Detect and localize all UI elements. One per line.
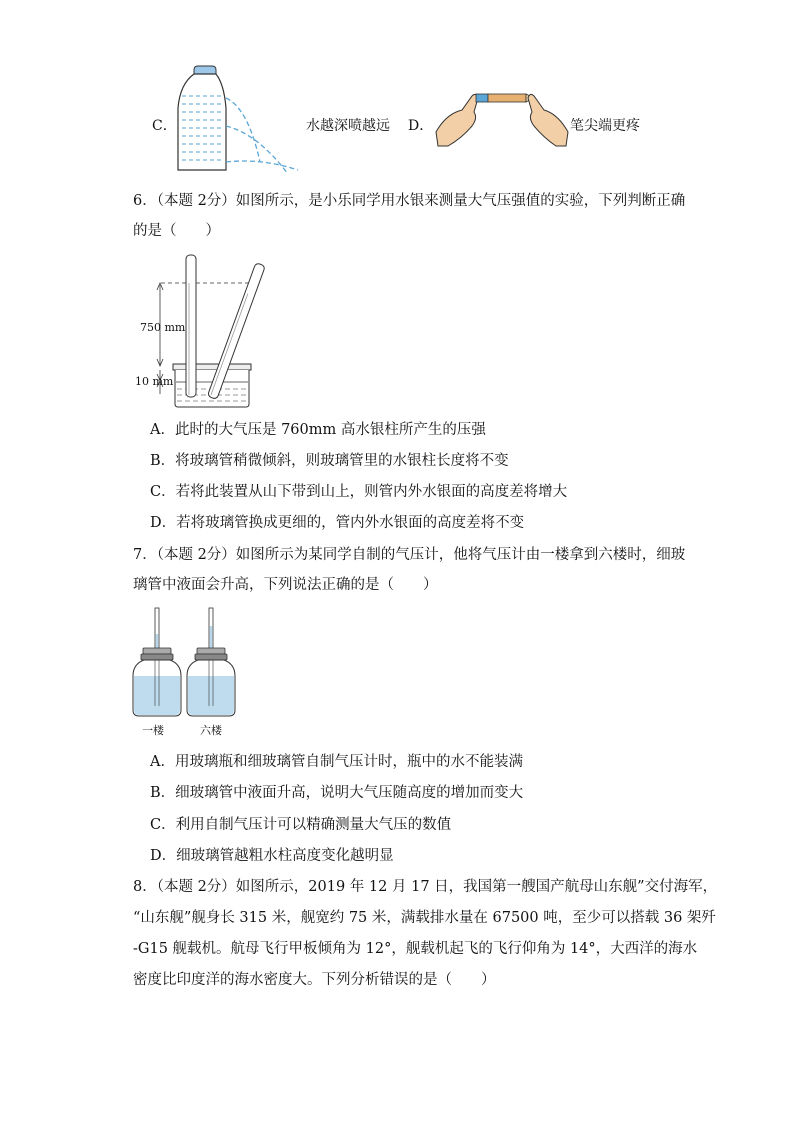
water-bottle-jets-figure: [172, 62, 302, 180]
label-first-floor: 一楼: [142, 724, 164, 737]
label-10mm: 10 mm: [135, 375, 174, 388]
q7-option-c: C．利用自制气压计可以精确测量大气压的数值: [150, 817, 452, 833]
q5-option-c-caption: 水越深喷越远: [306, 118, 390, 134]
q7-option-d: D．细玻璃管越粗水柱高度变化越明显: [150, 848, 394, 864]
q6-stem-line-2: 的是（ ）: [133, 223, 220, 239]
hands-pressing-pencil-figure: [432, 86, 572, 152]
label-sixth-floor: 六楼: [200, 724, 222, 737]
q5-option-d-letter: D．: [408, 118, 434, 134]
q6-option-b: B．将玻璃管稍微倾斜，则玻璃管里的水银柱长度将不变: [150, 453, 509, 469]
homemade-barometer-bottles: [130, 606, 242, 718]
torricelli-figure: [133, 252, 283, 410]
q5-option-d-caption: 笔尖端更疼: [570, 118, 640, 134]
label-750mm: 750 mm: [140, 321, 186, 334]
q8-stem-line-3: -G15 舰载机。航母飞行甲板倾角为 12°，舰载机起飞的飞行仰角为 14°，大西洋的海水: [133, 941, 698, 957]
q7-stem-line-1: 7．（本题 2分）如图所示为某同学自制的气压计，他将气压计由一楼拿到六楼时，细玻: [133, 547, 686, 563]
q7-option-b: B．细玻璃管中液面升高，说明大气压随高度的增加而变大: [150, 785, 524, 801]
q8-stem-line-4: 密度比印度洋的海水密度大。下列分析错误的是（ ）: [133, 972, 496, 988]
q6-option-a: A．此时的大气压是 760mm 高水银柱所产生的压强: [150, 422, 486, 438]
q8-stem-line-1: 8．（本题 2分）如图所示，2019 年 12 月 17 日，我国第一艘国产航母山东舰”交付海军，: [133, 879, 718, 895]
q6-option-c: C．若将此装置从山下带到山上，则管内外水银面的高度差将增大: [150, 484, 568, 500]
barometer-figure: [130, 606, 242, 738]
q6-stem-line-1: 6．（本题 2分）如图所示，是小乐同学用水银来测量大气压强值的实验，下列判断正确: [133, 193, 686, 209]
q6-option-d: D．若将玻璃管换成更细的，管内外水银面的高度差将不变: [150, 515, 525, 531]
q7-option-a: A．用玻璃瓶和细玻璃管自制气压计时，瓶中的水不能装满: [150, 754, 523, 770]
q8-stem-line-2: “山东舰”舰身长 315 米，舰宽约 75 米，满载排水量在 67500 吨，至少可以搭载 36 架歼: [133, 910, 716, 926]
q5-option-c-letter: C．: [152, 118, 177, 134]
q7-stem-line-2: 璃管中液面会升高，下列说法正确的是（ ）: [133, 577, 438, 593]
